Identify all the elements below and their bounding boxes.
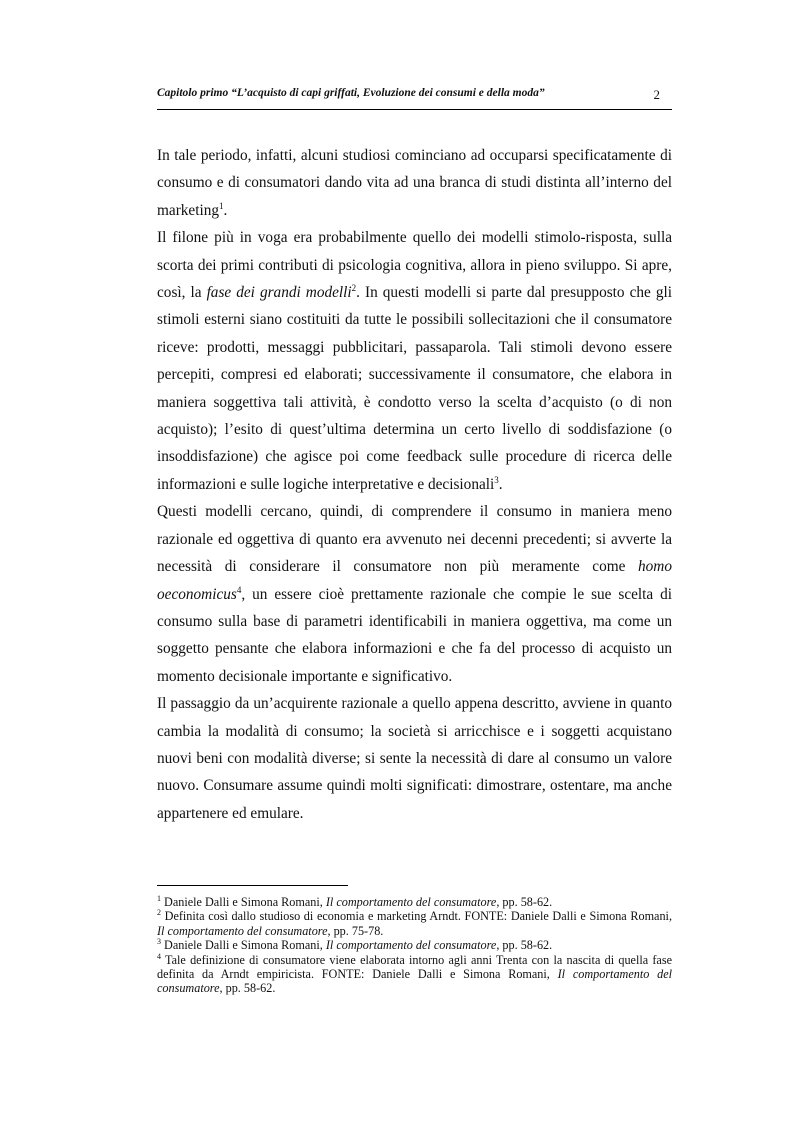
footnote-text: , pp. 58-62.: [496, 938, 553, 953]
paragraph-text: .: [223, 201, 228, 219]
paragraph-2: [157, 224, 672, 498]
footnotes: [157, 895, 672, 996]
book-title: Il comportamento del consumatore: [157, 923, 328, 938]
paragraph-text: Il filone più in voga era probabilmente quello dei modelli stimolo-risposta, sulla scorta dei primi contributi di psicologia cognitiva, allora in pieno sviluppo. Si apre, così, la: [157, 229, 672, 302]
footnote-ref-4[interactable]: 4: [236, 584, 242, 595]
footnote-ref-1[interactable]: 1: [219, 200, 224, 211]
paragraph-text: .: [498, 475, 503, 493]
footnote-number: 1: [157, 893, 161, 903]
book-title: Il comportamento del consumatore: [325, 938, 497, 953]
book-title: Il comportamento del consumatore: [157, 967, 672, 996]
footnote-text: , pp. 58-62.: [496, 895, 553, 909]
footnote-divider: [157, 885, 348, 886]
page-number: 2: [653, 87, 660, 102]
main-text: [157, 142, 672, 827]
footnote-text: Daniele Dalli e Simona Romani,: [161, 895, 326, 909]
footnote-text: , pp. 75-78.: [327, 923, 384, 938]
paragraph-text: . In questi modelli si parte dal presupposto che gli stimoli esterni siano costituiti da tutte le possibili sollecitazioni che il consumatore riceve: prodotti, messaggi pubblicitari, passaparola. Tali stimoli devono essere percepiti, compresi ed elaborati; successivamente il consumatore, che elabora in maniera soggettiva tali attività, è condotto verso la scelta d’acquisto (o di non acquisto); l’esito di quest’ultima determina un certo livello di soddisfazione (o insoddisfazione) che agisce poi come feedback sulle procedure di ricerca delle informazioni e sulle logiche interpretative e decisionali: [157, 284, 673, 493]
footnote-2: [157, 909, 672, 938]
italic-term: homo oeconomicus: [157, 558, 672, 603]
paragraph-3: [157, 498, 672, 690]
footnote-ref-2[interactable]: 2: [351, 282, 357, 293]
footnote-text: Daniele Dalli e Simona Romani,: [161, 938, 326, 953]
footnote-ref-3[interactable]: 3: [494, 474, 499, 485]
footnote-4: [157, 953, 672, 996]
paragraph-text: Questi modelli cercano, quindi, di comprendere il consumo in maniera meno razionale ed oggettiva di quanto era avvenuto nei decenni precedenti; si avverte la necessità di considerare il consumatore non più meramente come: [157, 503, 672, 576]
running-header: [157, 87, 672, 110]
italic-term: fase dei grandi modelli: [206, 284, 352, 302]
paragraph-1: [157, 142, 672, 224]
paragraph-text: In tale periodo, infatti, alcuni studiosi cominciano ad occuparsi specificatamente di consumo e di consumatori dando vita ad una branca di studi distinta all’interno del marketing: [157, 147, 672, 219]
paragraph-4: [157, 690, 672, 827]
book-title: Il comportamento del consumatore: [325, 895, 497, 909]
footnote-number: 2: [157, 908, 161, 918]
footnote-text: , pp. 58-62.: [219, 981, 276, 996]
footnote-text: Definita così dallo studioso di economia e marketing Arndt. FONTE: Daniele Dalli e Simona Romani,: [161, 909, 672, 924]
footnote-text: Tale definizione di consumatore viene elaborata intorno agli anni Trenta con la nascita di quella fase definita da Arndt empiricista. FONTE: Daniele Dalli e Simona Romani,: [157, 952, 672, 982]
chapter-title: Capitolo primo “L’acquisto di capi griffati, Evoluzione dei consumi e della moda”: [157, 87, 545, 99]
footnote-number: 3: [157, 937, 161, 947]
footnote-3: [157, 938, 672, 952]
footnote-1: [157, 895, 672, 909]
paragraph-text: Il passaggio da un’acquirente razionale a quello appena descritto, avviene in quanto cambia la modalità di consumo; la società si arricchisce e i soggetti acquistano nuovi beni con modalità diverse; si sente la necessità di dare al consumo un valore nuovo. Consumare assume quindi molti significati: dimostrare, ostentare, ma anche appartenere ed emulare.: [157, 695, 672, 822]
paragraph-text: , un essere cioè prettamente razionale che compie le sue scelta di consumo sulla base di parametri identificabili in maniera oggettiva, ma come un soggetto pensante che elabora informazioni e che fa del processo di acquisto un momento decisionale importante e significativo.: [157, 585, 672, 685]
footnote-number: 4: [157, 951, 161, 961]
